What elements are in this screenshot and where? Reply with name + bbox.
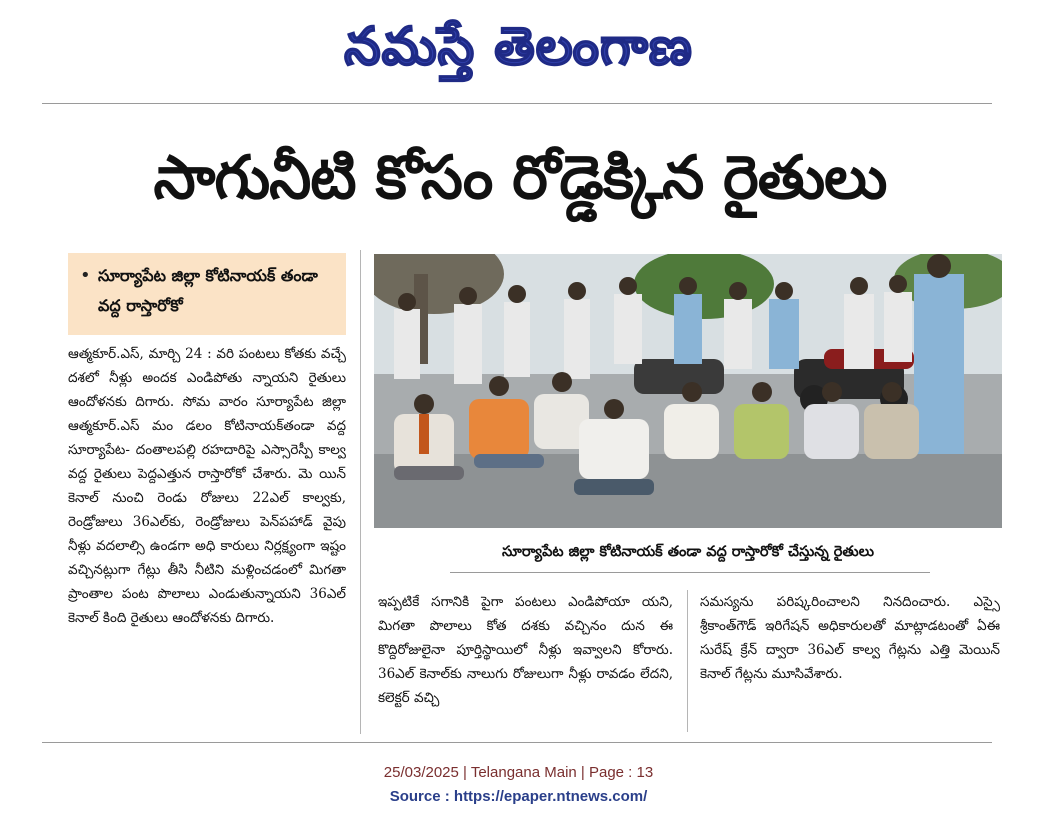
photo-caption: సూర్యాపేట జిల్లా కోటినాయక్ తండా వద్ద రాస్తారోకో చేస్తున్న రైతులు xyxy=(501,544,874,560)
article-column-1: ఆత్మకూర్.ఎస్, మార్చి 24 : వరి పంటలు కోతకు వచ్చే దశలో నీళ్లు అందక ఎండిపోతు న్నాయని రైతులు ఆందోళనకు దిగారు. సోమ వారం సూర్యాపేట జిల్లా ఆత్మకూర్.ఎస్ మం డలం కోటినాయక్‌తండా వద్ద సూర్యాపేట- దంతాలపల్లి రహదారిపై ఎస్సారెస్పీ కాల్వ వద్ద రైతులు పెద్దఎత్తున రాస్తారోకో చేశారు. మె యిన్ కెనాల్ నుంచి రెండు రోజులు 22ఎల్ కాల్వకు, రెండ్రోజులు 36ఎల్‌కు, రెండ్రోజులు పెన్‌పహాడ్ వైపు నీళ్లు వదలాల్సి ఉండగా అధి కారులు నిర్లక్ష్యంగా ఇష్టం వచ్చినట్లుగా గేట్లు తీసి నీటిని మళ్లించడంలో మిగతా ప్రాంతాల పంట పొలాలు ఎండుతున్నాయని 36ఎల్ కెనాల్ కింది రైతులు ఆందోళనకు దిగారు. xyxy=(68,346,346,626)
footer-date-edition: 25/03/2025 | Telangana Main | Page : 13 xyxy=(383,764,654,781)
news-photo xyxy=(374,254,1002,528)
masthead-logo: నమస్తే తెలంగాణ xyxy=(344,17,693,77)
bullet-icon: • xyxy=(80,265,91,286)
highlight-box xyxy=(68,253,346,335)
article-headline: సాగునీటి కోసం రోడ్డెక్కిన రైతులు xyxy=(153,143,887,213)
caption-divider xyxy=(450,572,930,573)
footer-divider xyxy=(42,742,992,743)
masthead-divider xyxy=(42,103,992,104)
article-column-3: సమస్యను పరిష్కరించాలని నినదించారు. ఎస్సై శ్రీకాంత్‌గౌడ్ ఇరిగేషన్ అధికారులతో మాట్లాడటంతో ఏఈ సురేష్ క్రేన్ ద్వారా 36ఎల్ కాల్వ గేట్లను ఎత్తి మెయిన్ కెనాల్ గేట్లను మూసివేశారు. xyxy=(700,594,1000,682)
column-divider-2 xyxy=(687,590,688,732)
article-column-2: ఇప్పటికే సగానికి పైగా పంటలు ఎండిపోయా యని, మిగతా పొలాలు కోత దశకు వచ్చినం దున ఈ కొద్దిరోజులైనా పూర్తిస్థాయిలో నీళ్లు ఇవ్వాలని కోరారు. 36ఎల్ కెనాల్‌కు నాలుగు రోజులుగా నీళ్లు రావడం లేదని, కలెక్టర్ వచ్చి xyxy=(378,594,673,706)
footer-source: Source : https://epaper.ntnews.com/ xyxy=(389,788,648,805)
column-divider xyxy=(360,250,361,734)
highlight-text: సూర్యాపేట జిల్లా కోటినాయక్ తండా వద్ద రాస్తారోకో xyxy=(98,266,318,315)
